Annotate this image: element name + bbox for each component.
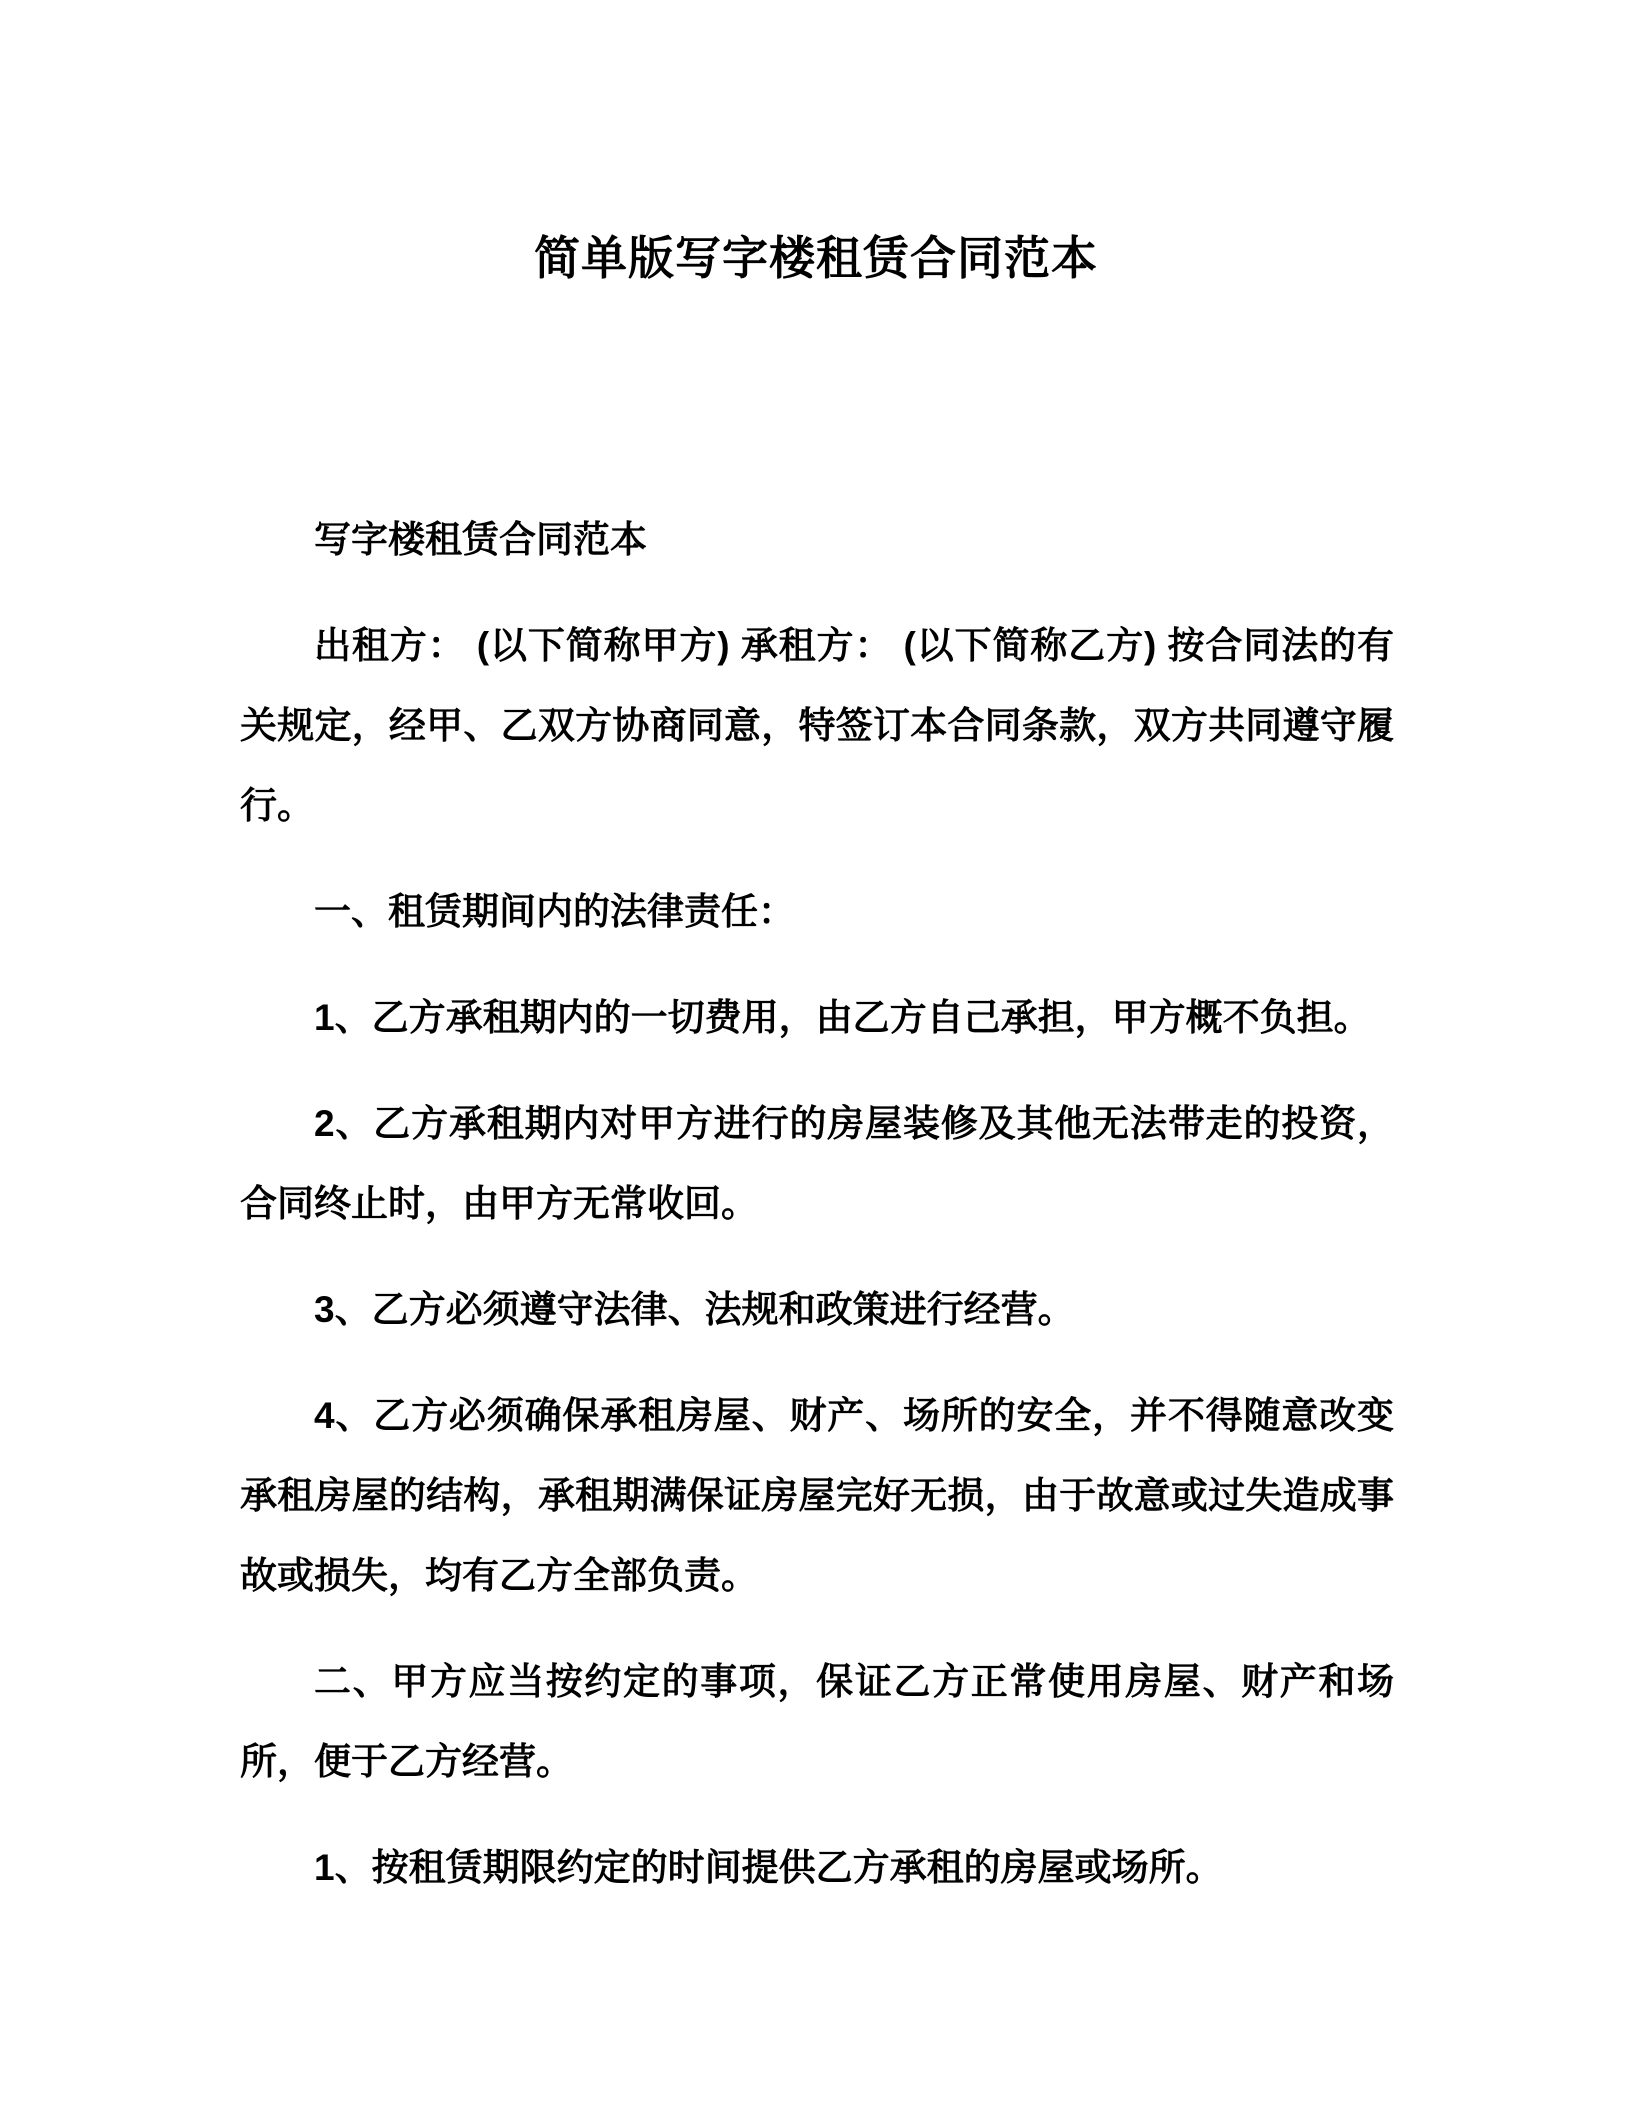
document-title: 简单版写字楼租赁合同范本	[534, 232, 1098, 284]
paragraph-clause-1-4: 4、乙方必须确保承租房屋、财产、场所的安全，并不得随意改变承租房屋的结构，承租期满保证房屋完好无损，由于故意或过失造成事故或损失，均有乙方全部负责。	[240, 1395, 1394, 1596]
paragraph-section-1-heading: 一、租赁期间内的法律责任：	[314, 891, 795, 932]
paragraph-section-2-heading: 二、甲方应当按约定的事项，保证乙方正常使用房屋、财产和场所，便于乙方经营。	[240, 1661, 1394, 1782]
paragraph-parties: 出租方： (以下简称甲方) 承租方： (以下简称乙方) 按合同法的有关规定，经甲、乙双方协商同意，特签订本合同条款，双方共同遵守履行。	[240, 625, 1394, 826]
paragraph-clause-1-2: 2、乙方承租期内对甲方进行的房屋装修及其他无法带走的投资，合同终止时，由甲方无常收回。	[240, 1103, 1394, 1224]
paragraph-clause-1-1: 1、乙方承租期内的一切费用，由乙方自己承担，甲方概不负担。	[314, 997, 1371, 1038]
paragraph-subtitle: 写字楼租赁合同范本	[314, 519, 647, 560]
paragraph-clause-1-3: 3、乙方必须遵守法律、法规和政策进行经营。	[314, 1289, 1075, 1330]
paragraph-clause-2-1: 1、按租赁期限约定的时间提供乙方承租的房屋或场所。	[314, 1847, 1223, 1888]
document-body	[240, 500, 1394, 1908]
